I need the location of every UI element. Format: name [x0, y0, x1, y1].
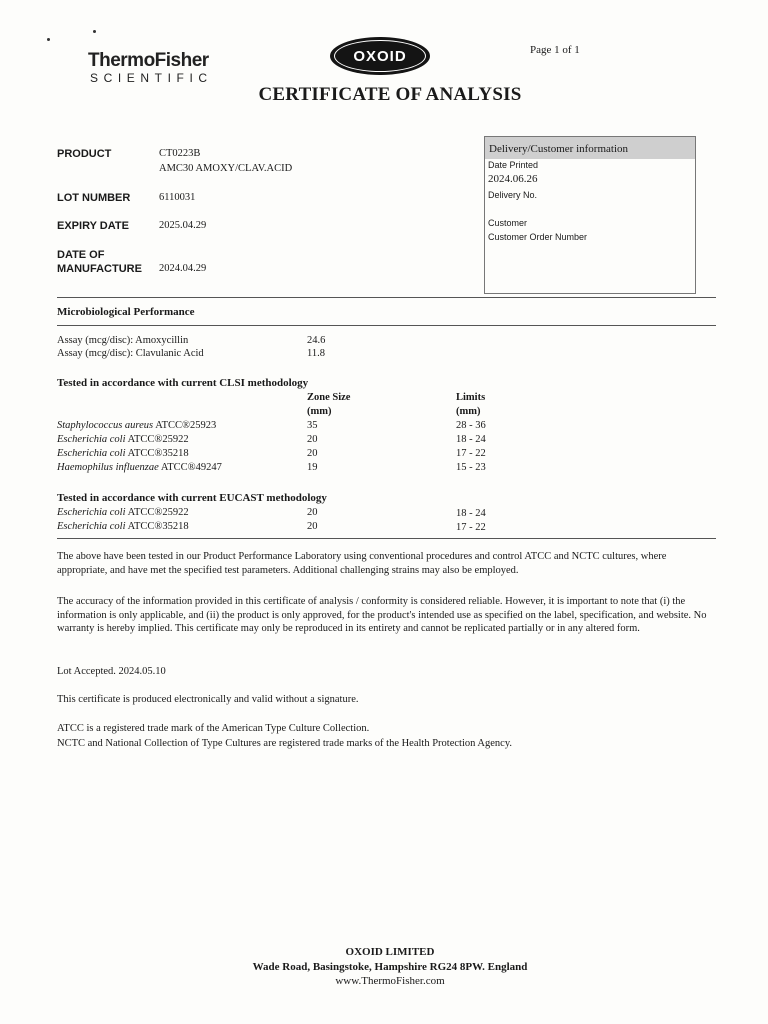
atcc-number: ATCC®35218	[127, 521, 189, 532]
date-printed-value: 2024.06.26	[488, 173, 538, 185]
footer-address: Wade Road, Basingstoke, Hampshire RG24 8PW. England	[252, 961, 528, 973]
footer-website: www.ThermoFisher.com	[335, 975, 445, 987]
assay-value: 11.8	[307, 348, 325, 359]
product-code: CT0223B	[159, 148, 201, 159]
atcc-number: ATCC®49247	[160, 462, 222, 473]
accuracy-statement: The accuracy of the information provided in this certificate of analysis / conformity is considered reliable. However, it is important to note that (i) the information is only applicable, and (ii) the product is only approved, for the product's intended use as specified on the label, specification, and website. No warranty is hereby implied. This certificate may only be reproduced in its entirety and cannot be replicated partially or in any altered form.	[57, 596, 707, 634]
lot-number-value: 6110031	[159, 192, 196, 203]
zone-value: 19	[307, 462, 318, 473]
thermofisher-logo-subtext: SCIENTIFIC	[90, 71, 213, 85]
zone-value: 35	[307, 420, 318, 431]
manufacture-label-line1: DATE OF	[57, 249, 105, 261]
assay-value: 24.6	[307, 335, 326, 346]
divider	[57, 538, 716, 539]
delivery-heading: Delivery/Customer information	[489, 143, 628, 155]
table-row	[57, 507, 189, 518]
clsi-heading: Tested in accordance with current CLSI methodology	[57, 377, 309, 389]
organism-name: Escherichia coli	[57, 448, 126, 459]
oxoid-logo	[330, 37, 430, 75]
eucast-heading: Tested in accordance with current EUCAST methodology	[57, 492, 327, 504]
atcc-number: ATCC®25923	[155, 420, 217, 431]
table-row	[57, 462, 222, 473]
oxoid-logo-text: OXOID	[353, 47, 407, 65]
limits-value: 15 - 23	[456, 462, 486, 473]
assay-label: Assay (mcg/disc): Clavulanic Acid	[57, 348, 204, 359]
product-label: PRODUCT	[57, 148, 112, 160]
zone-size-unit: (mm)	[307, 406, 332, 417]
organism-name: Staphylococcus aureus	[57, 420, 154, 431]
scan-speck	[47, 38, 50, 41]
thermofisher-logo-text: ThermoFisher	[88, 50, 209, 71]
table-row	[57, 420, 216, 431]
manufacture-date-value: 2024.04.29	[159, 263, 207, 274]
expiry-date-label: EXPIRY DATE	[57, 220, 129, 232]
limits-value: 18 - 24	[456, 508, 486, 519]
lot-accepted: Lot Accepted. 2024.05.10	[57, 666, 166, 677]
table-row	[57, 434, 189, 445]
table-row	[57, 521, 189, 532]
atcc-trademark: ATCC is a registered trade mark of the American Type Culture Collection.	[57, 723, 370, 734]
electronic-statement: This certificate is produced electronically and valid without a signature.	[57, 694, 359, 705]
customer-order-label: Customer Order Number	[488, 232, 588, 242]
atcc-number: ATCC®35218	[127, 448, 189, 459]
scan-speck	[93, 30, 96, 33]
organism-name: Escherichia coli	[57, 507, 126, 518]
organism-name: Escherichia coli	[57, 521, 126, 532]
atcc-number: ATCC®25922	[127, 434, 189, 445]
limits-header: Limits	[456, 392, 486, 403]
organism-name: Escherichia coli	[57, 434, 126, 445]
lot-number-label: LOT NUMBER	[57, 192, 131, 204]
organism-name: Haemophilus influenzae	[57, 462, 159, 473]
zone-value: 20	[307, 448, 318, 459]
product-name: AMC30 AMOXY/CLAV.ACID	[159, 163, 293, 174]
nctc-trademark: NCTC and National Collection of Type Cultures are registered trade marks of the Health Protection Agency.	[57, 738, 513, 749]
zone-size-header: Zone Size	[307, 392, 351, 403]
zone-value: 20	[307, 507, 318, 518]
delivery-no-label: Delivery No.	[488, 190, 538, 200]
divider	[57, 297, 716, 298]
expiry-date-value: 2025.04.29	[159, 220, 207, 231]
limits-unit: (mm)	[456, 406, 481, 417]
divider	[57, 325, 716, 326]
zone-value: 20	[307, 434, 318, 445]
footer-company: OXOID LIMITED	[345, 946, 435, 958]
zone-value: 20	[307, 521, 318, 532]
date-printed-label: Date Printed	[488, 160, 539, 170]
customer-label: Customer	[488, 218, 528, 228]
page-number: Page 1 of 1	[530, 44, 580, 56]
atcc-number: ATCC®25922	[127, 507, 189, 518]
micro-heading: Microbiological Performance	[57, 306, 195, 318]
assay-label: Assay (mcg/disc): Amoxycillin	[57, 335, 189, 346]
limits-value: 17 - 22	[456, 522, 486, 533]
table-row	[57, 448, 189, 459]
limits-value: 17 - 22	[456, 448, 486, 459]
limits-value: 28 - 36	[456, 420, 486, 431]
performance-statement: The above have been tested in our Product Performance Laboratory using conventional procedures and control ATCC and NCTC cultures, where appropriate, and have met the specified test parameters. Additional challenging strains may also be employed.	[57, 551, 667, 576]
page-title: CERTIFICATE OF ANALYSIS	[258, 84, 522, 105]
limits-value: 18 - 24	[456, 434, 486, 445]
manufacture-label-line2: MANUFACTURE	[57, 263, 142, 275]
